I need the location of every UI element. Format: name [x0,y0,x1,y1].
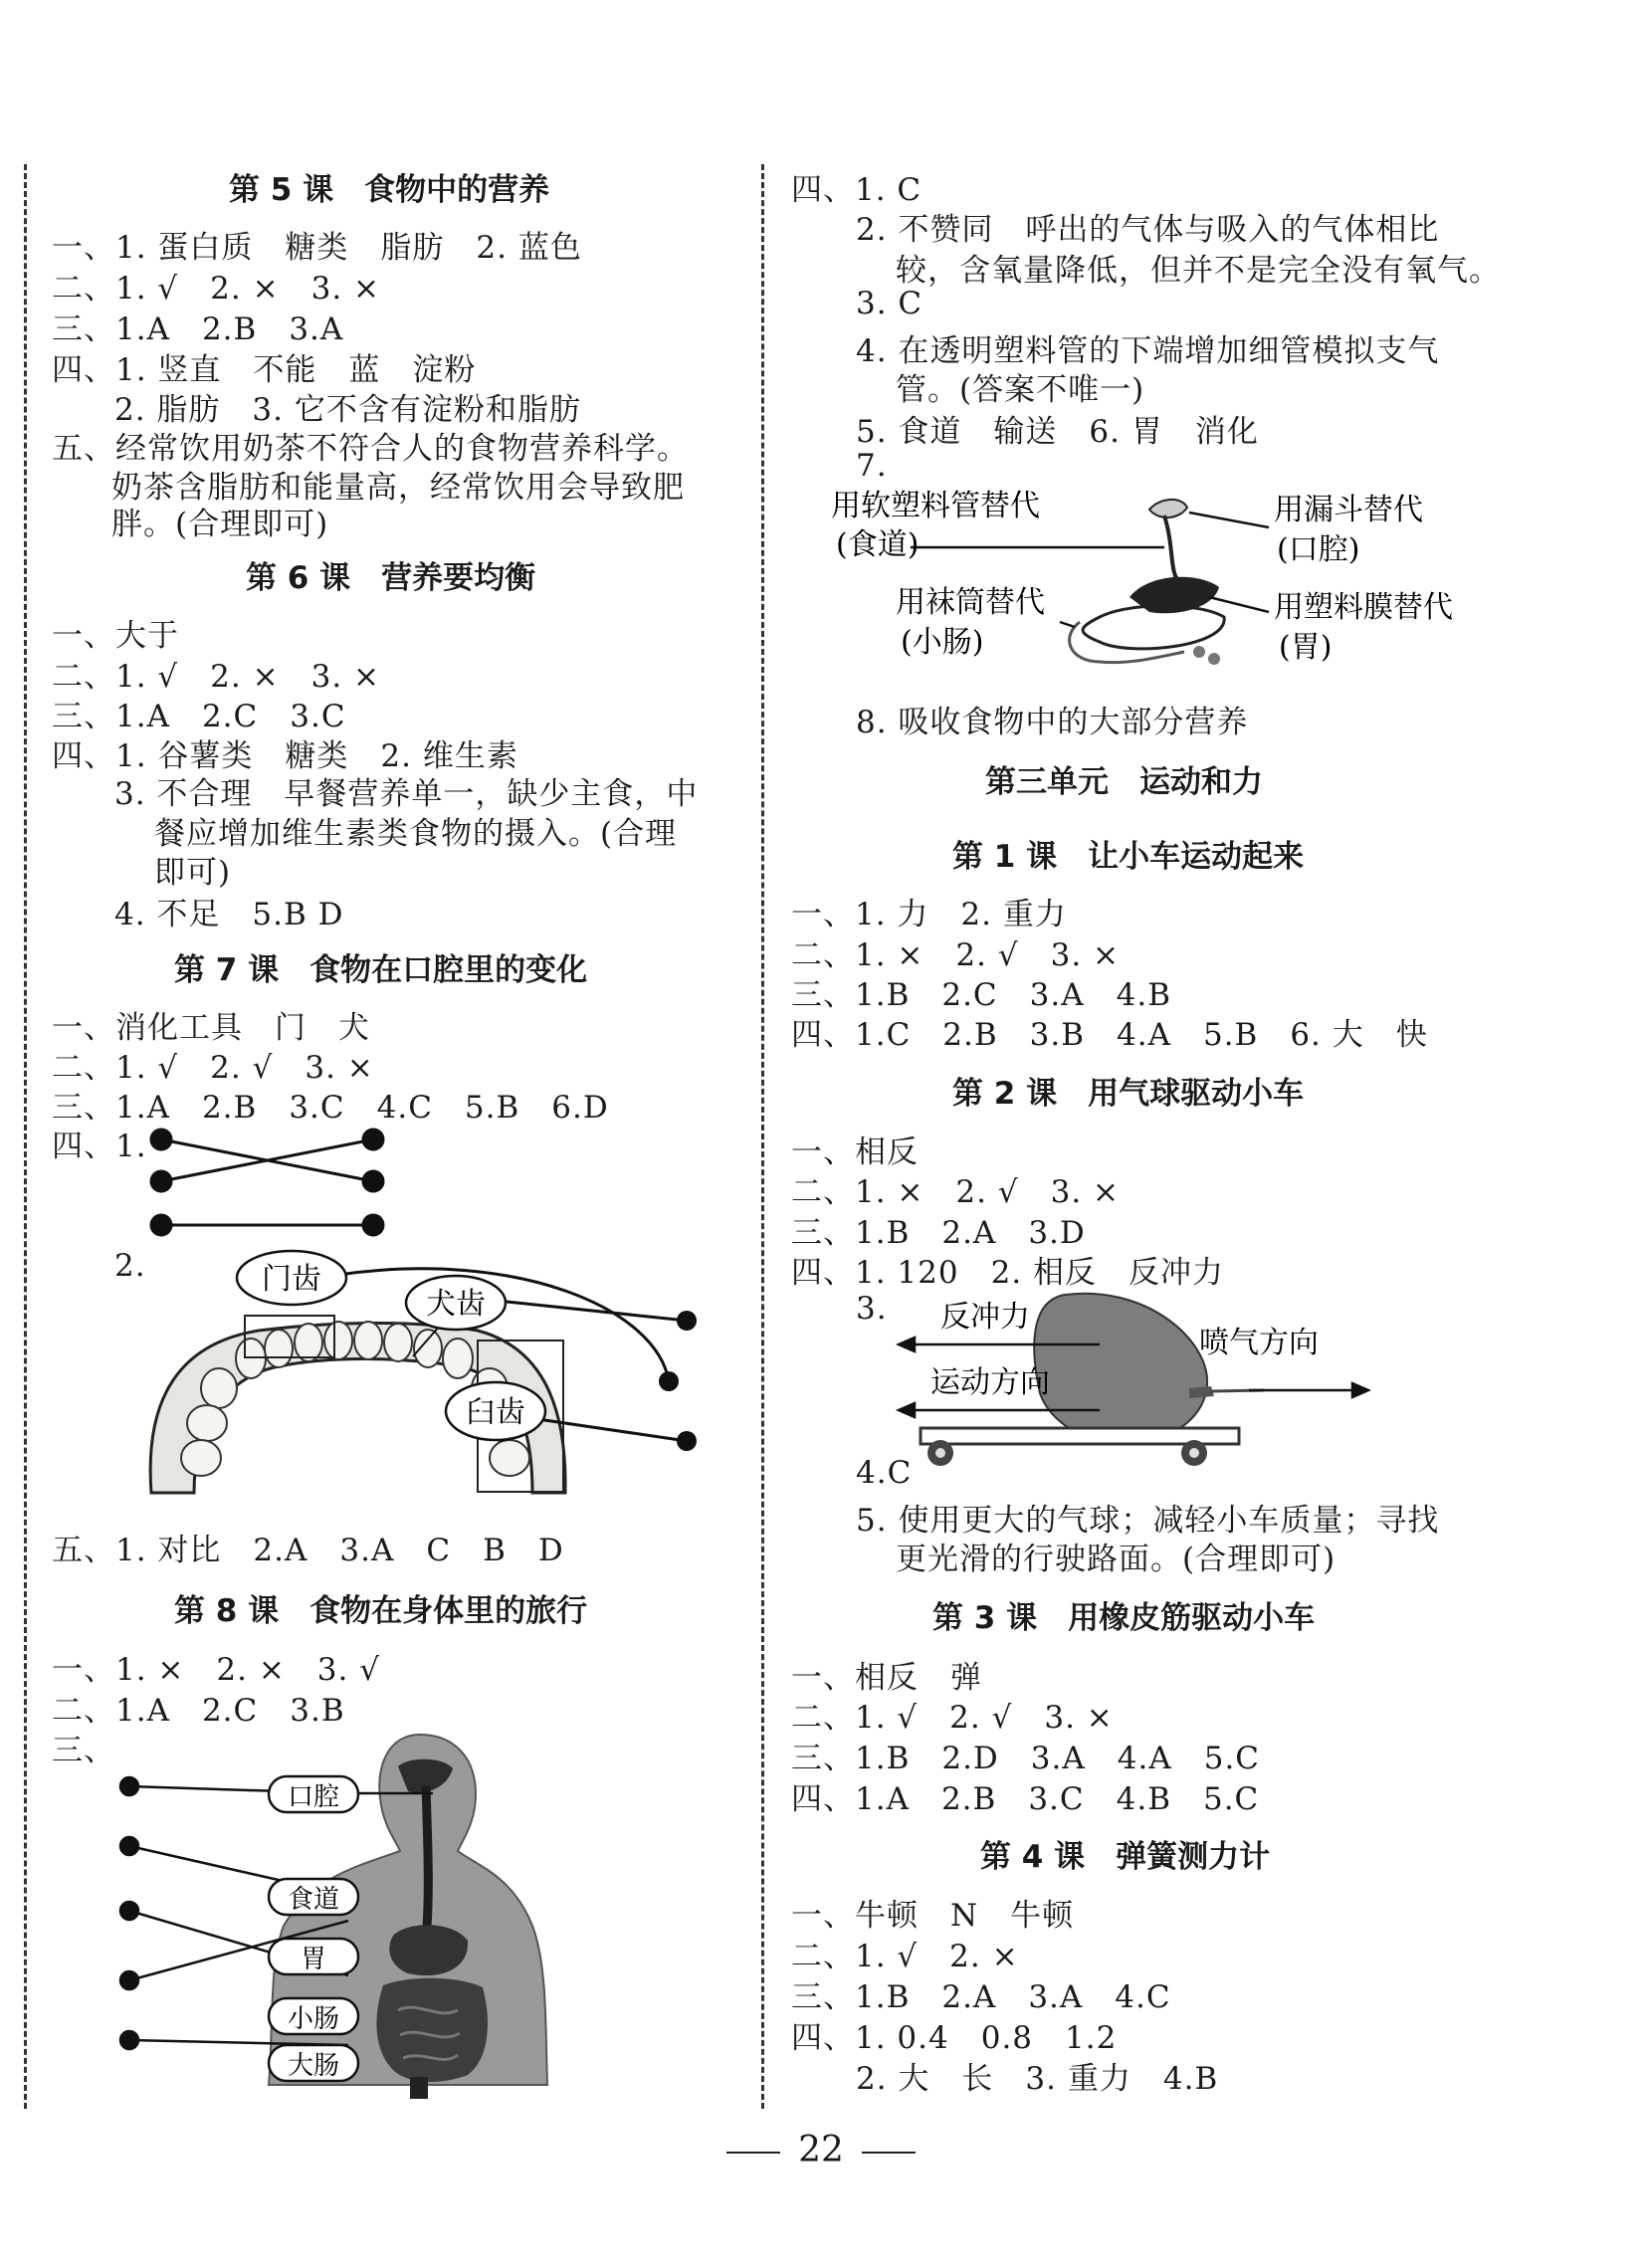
answer-line: 四、1. 0.4 0.8 1.2 [791,2020,1118,2056]
answer-line: 一、1. × 2. × 3. √ [52,1652,380,1688]
answer-line: 四、1. 谷薯类 糖类 2. 维生素 [52,738,518,774]
lesson-r4-title: 第 4 课 弹簧测力计 [980,1839,1271,1875]
left-dashed-border [24,164,27,2109]
answer-line: 较，含氧量降低，但并不是完全没有氧气。 [896,253,1501,289]
model-label: 用袜筒替代 [896,585,1045,620]
answer-line: 三、1.A 2.B 3.A [52,311,344,347]
answer-line: 7. [856,448,888,484]
answer-line: 3. C [856,286,924,321]
answer-line: 二、1. √ 2. √ 3. × [791,1700,1114,1736]
answer-line: 三、1.B 2.C 3.A 4.B [791,977,1171,1013]
model-label: (食道) [836,527,920,562]
answer-line: 5. 使用更大的气球；减轻小车质量；寻找 [856,1503,1440,1539]
answer-line: 2. 脂肪 3. 它不含有淀粉和脂肪 [114,392,581,428]
answer-line: 餐应增加维生素类食物的摄入。(合理 [154,816,678,852]
unit-3-title: 第三单元 运动和力 [985,764,1263,800]
model-label: 用漏斗替代 [1274,493,1423,527]
answer-line: 更光滑的行驶路面。(合理即可) [896,1542,1336,1577]
answer-line: 三、1.B 2.D 3.A 4.A 5.C [791,1741,1261,1776]
organ-label-stomach: 胃 [300,1945,327,1974]
answer-line: 四、1.C 2.B 3.B 4.A 5.B 6. 大 快 [791,1017,1428,1053]
organ-label-small-intestine: 小肠 [287,2004,340,2034]
answer-line: 三、1.B 2.A 3.D [791,1215,1086,1251]
lesson-r3-title: 第 3 课 用橡皮筋驱动小车 [932,1600,1316,1636]
tooth-label-molar: 臼齿 [466,1395,525,1430]
organ-label-esophagus: 食道 [287,1885,340,1915]
tooth-label-incisor: 门齿 [262,1262,321,1297]
answer-line: 管。(答案不唯一) [896,372,1145,408]
answer-line: 二、1. √ 2. × 3. × [52,659,380,695]
answer-line: 二、1. √ 2. × 3. × [52,271,380,307]
answer-line: 一、相反 [791,1134,919,1170]
tooth-label-canine: 犬齿 [426,1287,486,1322]
answer-line: 三、1.B 2.A 3.A 4.C [791,1979,1171,2015]
force-label-reaction: 反冲力 [940,1300,1030,1335]
matching-lines-diagram [149,1125,388,1244]
answer-line: 二、1. × 2. √ 3. × [791,937,1120,973]
answer-line: 二、1.A 2.C 3.B [52,1693,345,1729]
lesson-6-title: 第 6 课 营养要均衡 [246,560,536,596]
digestive-model-diagram [831,488,1508,697]
answer-line: 五、1. 对比 2.A 3.A C B D [52,1533,564,1568]
answer-line: 三、1.A 2.C 3.C [52,699,346,734]
lesson-8-title: 第 8 课 食物在身体里的旅行 [174,1593,588,1629]
teeth-diagram [139,1249,717,1508]
answer-line: 奶茶含脂肪和能量高，经常饮用会导致肥 [111,470,685,506]
lesson-5-title: 第 5 课 食物中的营养 [229,172,550,208]
model-label: (口腔) [1277,532,1360,567]
answer-line: 8. 吸收食物中的大部分营养 [856,705,1249,740]
answer-line: 即可) [154,855,232,891]
answer-line: 4. 不足 5.B D [114,897,344,932]
lesson-7-title: 第 7 课 食物在口腔里的变化 [174,952,588,988]
answer-line: 2. 大 长 3. 重力 4.B [856,2061,1219,2097]
model-label: (小肠) [901,625,984,660]
answer-line: 二、1. √ 2. × [791,1939,1019,1974]
answer-line: 胖。(合理即可) [111,507,329,542]
answer-line: 二、1. √ 2. √ 3. × [52,1050,374,1086]
answer-line: 四、1. [52,1129,147,1164]
answer-line: 五、经常饮用奶茶不符合人的食物营养科学。 [52,431,689,467]
force-label-jet-direction: 喷气方向 [1199,1326,1319,1360]
column-divider [761,164,764,2109]
answer-line: 2. 不赞同 呼出的气体与吸入的气体相比 [856,212,1440,248]
organ-label-mouth: 口腔 [287,1782,340,1812]
balloon-car-diagram [891,1289,1378,1468]
lesson-r2-title: 第 2 课 用气球驱动小车 [952,1076,1305,1112]
answer-line: 四、1. 竖直 不能 蓝 淀粉 [52,352,477,388]
answer-line: 5. 食道 输送 6. 胃 消化 [856,414,1259,450]
page-number-text: 22 [798,2130,844,2170]
answer-line: 四、1. C [791,172,923,208]
answer-line: 三、1.A 2.B 3.C 4.C 5.B 6.D [52,1090,609,1126]
answer-line: 一、相反 弹 [791,1660,982,1696]
answer-line: 2. [114,1248,146,1284]
page-number [0,2130,1642,2170]
answer-line: 二、1. × 2. √ 3. × [791,1174,1120,1210]
answer-line: 4.C [856,1455,913,1491]
model-label: 用软塑料管替代 [831,489,1040,523]
force-label-motion-direction: 运动方向 [930,1365,1050,1400]
answer-line: 3. [856,1291,888,1327]
lesson-r1-title: 第 1 课 让小车运动起来 [952,839,1305,875]
answer-line: 四、1. 120 2. 相反 反冲力 [791,1255,1225,1291]
answer-line: 一、大于 [52,618,179,654]
answer-line: 一、1. 蛋白质 糖类 脂肪 2. 蓝色 [52,230,582,266]
answer-line: 4. 在透明塑料管的下端增加细管模拟支气 [856,333,1440,369]
answer-line: 一、牛顿 N 牛顿 [791,1898,1075,1934]
model-label: 用塑料膜替代 [1274,590,1453,625]
answer-line: 3. 不合理 早餐营养单一，缺少主食，中 [114,776,699,812]
organ-label-large-intestine: 大肠 [287,2051,340,2081]
model-label: (胃) [1279,630,1333,665]
answer-line: 一、1. 力 2. 重力 [791,897,1067,932]
answer-line: 一、消化工具 门 犬 [52,1010,370,1046]
answer-line: 四、1.A 2.B 3.C 4.B 5.C [791,1781,1260,1817]
answer-line: 三、 [52,1733,115,1768]
digestive-system-diagram [109,1727,567,2100]
